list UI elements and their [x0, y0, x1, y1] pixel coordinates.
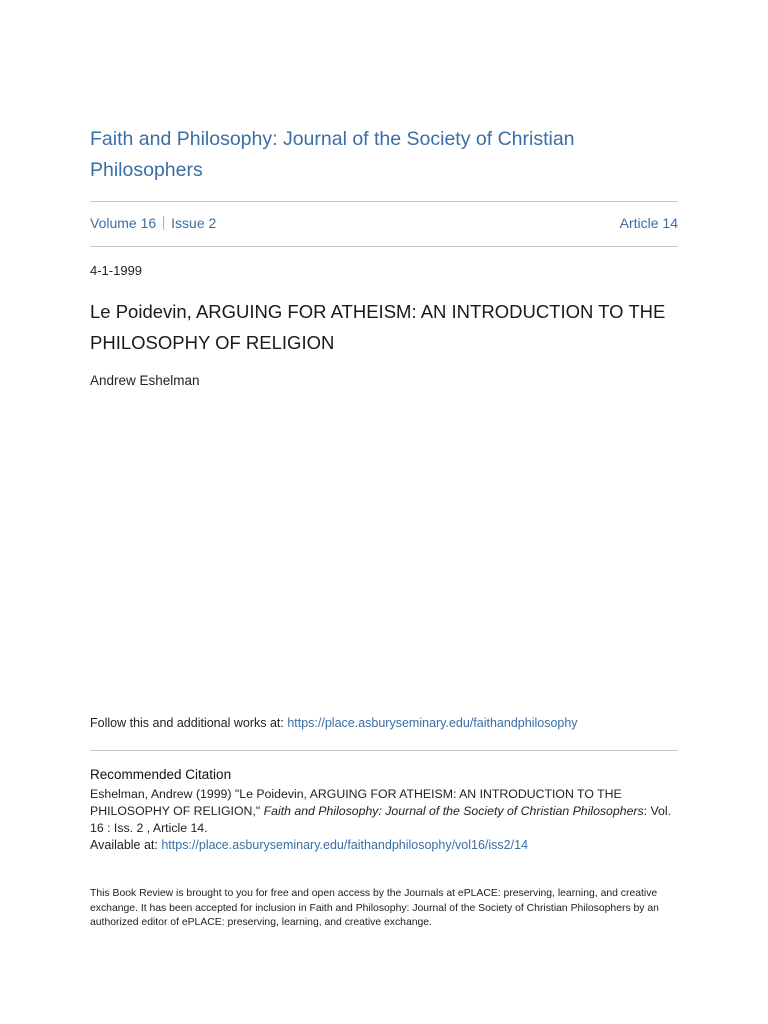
issue-link[interactable]: Issue 2 [171, 215, 217, 231]
available-prefix: Available at: [90, 838, 162, 852]
article-title: Le Poidevin, ARGUING FOR ATHEISM: AN INTRODUCTION TO THE PHILOSOPHY OF RELIGION [90, 301, 666, 353]
author-name: Andrew Eshelman [90, 373, 200, 388]
divider-top [90, 201, 678, 202]
issue-separator [163, 216, 164, 230]
volume-link[interactable]: Volume 16 [90, 215, 157, 231]
footer-note: This Book Review is brought to you for free and open access by the Journals at ePLACE: preserving, learning, and creative exchange. It has been accepted for inclusion in Faith and Philosophy: Journal of the Society of Christian Philosophers by an authorized editor of ePLACE: preserving, learning, and creative exchange. [90, 888, 659, 928]
available-url-link[interactable]: https://place.asburyseminary.edu/faithandphilosophy/vol16/iss2/14 [161, 838, 529, 852]
cover-page [90, 0, 678, 1024]
follow-prefix: Follow this and additional works at: [90, 716, 288, 730]
journal-title-link[interactable]: Faith and Philosophy: Journal of the Society of Christian Philosophers [90, 128, 575, 181]
citation-heading: Recommended Citation [90, 767, 232, 782]
publication-date: 4-1-1999 [90, 263, 143, 278]
citation-journal: Faith and Philosophy: Journal of the Society of Christian Philosophers [263, 804, 644, 818]
available-line [90, 837, 528, 854]
follow-url-link[interactable]: https://place.asburyseminary.edu/faithandphilosophy [287, 716, 578, 730]
citation-tail: : Vol. 16 : Iss. 2 , Article 14. [90, 804, 672, 835]
article-number-link[interactable]: Article 14 [619, 215, 678, 231]
citation-lead: Eshelman, Andrew (1999) "Le Poidevin, ARGUING FOR ATHEISM: AN INTRODUCTION TO THE PHILOSOPHY OF RELIGION," [90, 787, 622, 818]
divider-citation [90, 750, 678, 751]
divider-issue [90, 246, 678, 247]
issue-bar [90, 213, 678, 233]
follow-line [90, 715, 578, 732]
citation-text [90, 786, 680, 837]
